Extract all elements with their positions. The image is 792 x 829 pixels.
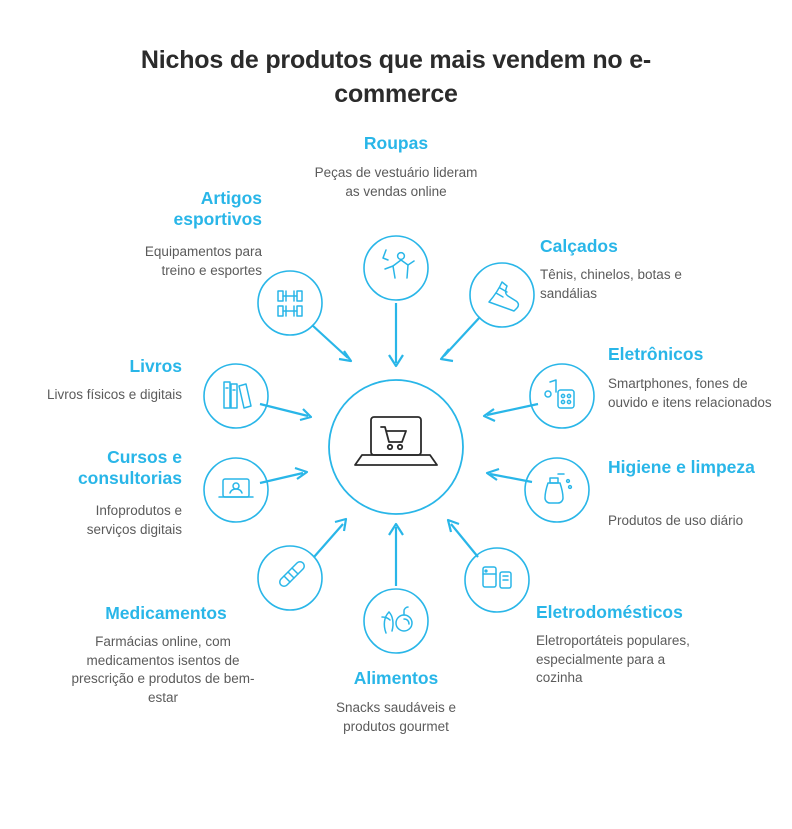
healthy-food-icon xyxy=(382,607,412,633)
center-node xyxy=(329,380,463,514)
node-roupas xyxy=(364,236,428,366)
node-cursos-e-consultorias xyxy=(204,458,307,522)
node-label-medicamentos: Medicamentos xyxy=(105,603,227,623)
node-desc-artigos-esportivos: Equipamentos para treino e esportes xyxy=(144,244,262,278)
node-label-calcados: Calçados xyxy=(540,236,618,256)
shoe-icon xyxy=(489,282,518,311)
books-icon xyxy=(224,382,251,408)
node-desc-higiene-e-limpeza: Produtos de uso diário xyxy=(608,513,744,528)
node-desc-eletrodomesticos: Eletroportáteis populares, especialmente para a cozinha xyxy=(536,633,690,686)
node-livros xyxy=(204,364,311,428)
node-artigos-esportivos xyxy=(258,271,351,361)
node-label-cursos-e-consultorias: Cursos e consultorias xyxy=(77,447,182,488)
node-higiene-e-limpeza xyxy=(487,458,589,522)
node-desc-livros: Livros físicos e digitais xyxy=(46,387,182,402)
node-label-artigos-esportivos: Artigos esportivos xyxy=(173,188,262,229)
node-label-eletrodomesticos: Eletrodomésticos xyxy=(536,602,683,622)
dumbbell-weights-icon xyxy=(278,291,302,316)
node-label-eletronicos: Eletrônicos xyxy=(608,344,704,364)
node-desc-roupas: Peças de vestuário lideram as vendas online xyxy=(314,165,478,199)
online-course-laptop-icon xyxy=(219,479,253,497)
node-calcados xyxy=(441,263,534,361)
node-label-livros: Livros xyxy=(129,356,182,376)
electronics-devices-icon xyxy=(545,380,574,408)
node-eletrodomesticos xyxy=(448,520,529,612)
node-desc-eletronicos: Smartphones, fones de ouvido e itens relacionados xyxy=(608,376,772,410)
clothing-person-icon xyxy=(383,250,414,278)
node-desc-cursos-e-consultorias: Infoprodutos e serviços digitais xyxy=(86,503,182,537)
node-label-higiene-e-limpeza: Higiene e limpeza xyxy=(608,457,755,477)
node-desc-alimentos: Snacks saudáveis e produtos gourmet xyxy=(335,700,457,734)
node-eletronicos xyxy=(484,364,594,428)
spray-bottle-icon xyxy=(545,474,571,503)
laptop-shopping-cart-icon xyxy=(355,417,437,465)
thermometer-pill-icon xyxy=(280,562,304,586)
node-label-alimentos: Alimentos xyxy=(353,668,439,688)
node-alimentos xyxy=(364,524,428,653)
node-desc-medicamentos: Farmácias online, com medicamentos isentos de prescrição e produtos de bem-estar xyxy=(71,634,255,705)
node-label-roupas: Roupas xyxy=(363,133,429,153)
node-desc-calcados: Tênis, chinelos, botas e sandálias xyxy=(540,267,682,301)
kitchen-appliances-icon xyxy=(483,567,511,588)
node-medicamentos xyxy=(258,519,346,610)
page-title: Nichos de produtos que mais vendem no e-commerce xyxy=(140,46,652,108)
